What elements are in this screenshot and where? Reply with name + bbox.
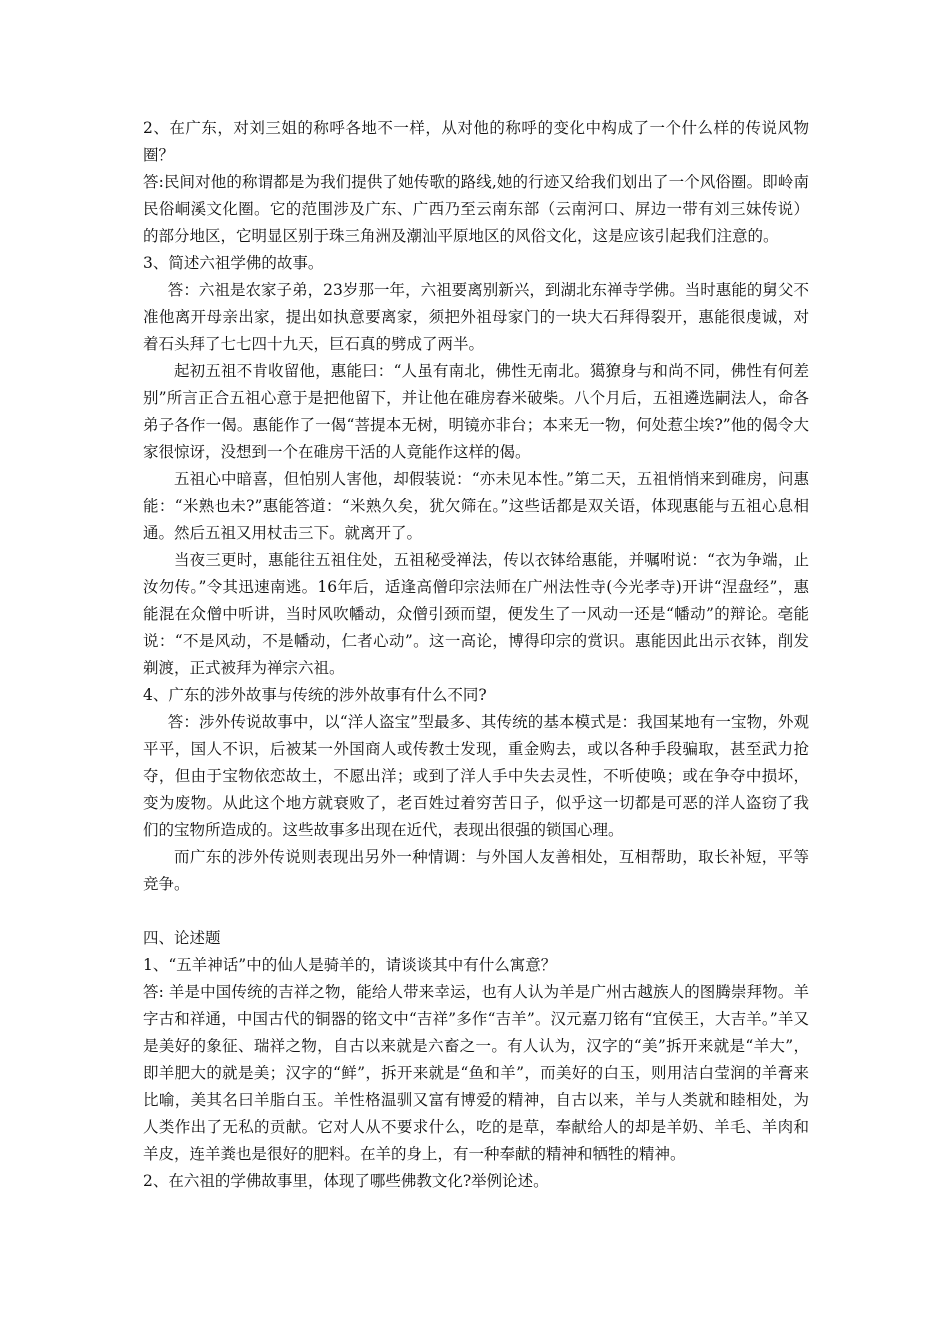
question-2: 2、在广东，对刘三姐的称呼各地不一样，从对他的称呼的变化中构成了一个什么样的传说风物圈？: [143, 119, 809, 164]
answer-3-paragraph-1: 答：六祖是农家子弟，23岁那一年，六祖要离别新兴，到湖北东禅寺学佛。当时惠能的舅父不准他离开母亲出家，提出如执意要离家，须把外祖母家门的一块大石拜得裂开，惠能很虔诚，对着石头拜了七七四十九天，巨石真的劈成了两半。: [143, 281, 809, 353]
essay-question-2: 2、在六祖的学佛故事里，体现了哪些佛教文化?举例论述。: [143, 1172, 549, 1190]
section-4-title: 四、论述题: [143, 929, 221, 947]
answer-3-paragraph-3: 五祖心中暗喜，但怕别人害他，却假装说：“亦未见本性。”第二天，五祖悄悄来到碓房，问惠能：“米熟也未?”惠能答道：“米熟久矣，犹欠筛在。”这些话都是双关语，体现惠能与五祖心息相通。然后五祖又用杖击三下。就离开了。: [143, 470, 809, 542]
document-page: [143, 115, 809, 1195]
section-spacer: [143, 898, 809, 925]
essay-question-1: 1、“五羊神话”中的仙人是骑羊的，请谈谈其中有什么寓意？: [143, 956, 557, 974]
answer-3-paragraph-4: 当夜三更时，惠能往五祖住处，五祖秘受禅法，传以衣钵给惠能，并嘱咐说：“衣为争端，止汝勿传。”令其迅速南逃。16年后，适逢高僧印宗法师在广州法性寺(今光孝寺)开讲“涅盘经”，惠能混在众僧中听讲，当时风吹幡动，众僧引颈而望，便发生了一风动一还是“幡动”的辩论。亳能说：“不是风动，不是幡动，仁者心动”。这一高论，博得印宗的赏识。惠能因此出示衣钵，削发剃渡，正式被拜为禅宗六祖。: [143, 551, 809, 677]
question-4: 4、广东的涉外故事与传统的涉外故事有什么不同?: [143, 686, 487, 704]
answer-4-paragraph-1: 答：涉外传说故事中，以“洋人盗宝”型最多、其传统的基本模式是：我国某地有一宝物，外观平平，国人不识，后被某一外国商人或传教士发现，重金购去，或以各种手段骗取，甚至武力抢夺，但由于宝物依恋故土，不愿出洋；或到了洋人手中失去灵性，不听使唤；或在争夺中损坏，变为废物。从此这个地方就衰败了，老百姓过着穷苦日子，似乎这一切都是可恶的洋人盗窃了我们的宝物所造成的。这些故事多出现在近代，表现出很强的锁国心理。: [143, 713, 809, 839]
essay-answer-1: 答: 羊是中国传统的吉祥之物，能给人带来幸运，也有人认为羊是广州古越族人的图腾崇拜物。羊字古和祥通，中国古代的铜器的铭文中“吉祥”多作“吉羊”。汉元嘉刀铭有“宜侯王，大吉羊。”羊又是美好的象征、瑞祥之物，自古以来就是六畜之一。有人认为，汉字的“美”拆开来就是“羊大”，即羊肥大的就是美；汉字的“鲜”，拆开来就是“鱼和羊”，而美好的白玉，则用洁白莹润的羊膏来比喻，美其名曰羊脂白玉。羊性格温驯又富有博爱的精神，自古以来，羊与人类就和睦相处，为人类作出了无私的贡献。它对人从不要求什么，吃的是草，奉献给人的却是羊奶、羊毛、羊肉和羊皮，连羊粪也是很好的肥料。在羊的身上，有一种奉献的精神和牺牲的精神。: [143, 983, 809, 1163]
question-3: 3、简述六祖学佛的故事。: [143, 254, 324, 272]
answer-4-paragraph-2: 而广东的涉外传说则表现出另外一种情调：与外国人友善相处，互相帮助，取长补短，平等竞争。: [143, 848, 809, 893]
answer-2: 答:民间对他的称谓都是为我们提供了她传歌的路线,她的行迹又给我们划出了一个风俗圈。即岭南民俗峒溪文化圈。它的范围涉及广东、广西乃至云南东部（云南河口、屏边一带有刘三妹传说）的部分地区，它明显区别于珠三角洲及潮汕平原地区的风俗文化，这是应该引起我们注意的。: [143, 173, 809, 245]
answer-3-paragraph-2: 起初五祖不肯收留他，惠能曰：“人虽有南北，佛性无南北。獦獠身与和尚不同，佛性有何差别”所言正合五祖心意于是把他留下，并让他在碓房舂米破柴。八个月后，五祖遴选嗣法人，命各弟子各作一偈。惠能作了一偈“菩提本无树，明镜亦非台；本来无一物，何处惹尘埃?”他的偈令大家很惊讶，没想到一个在碓房干活的人竟能作这样的偈。: [143, 362, 809, 461]
